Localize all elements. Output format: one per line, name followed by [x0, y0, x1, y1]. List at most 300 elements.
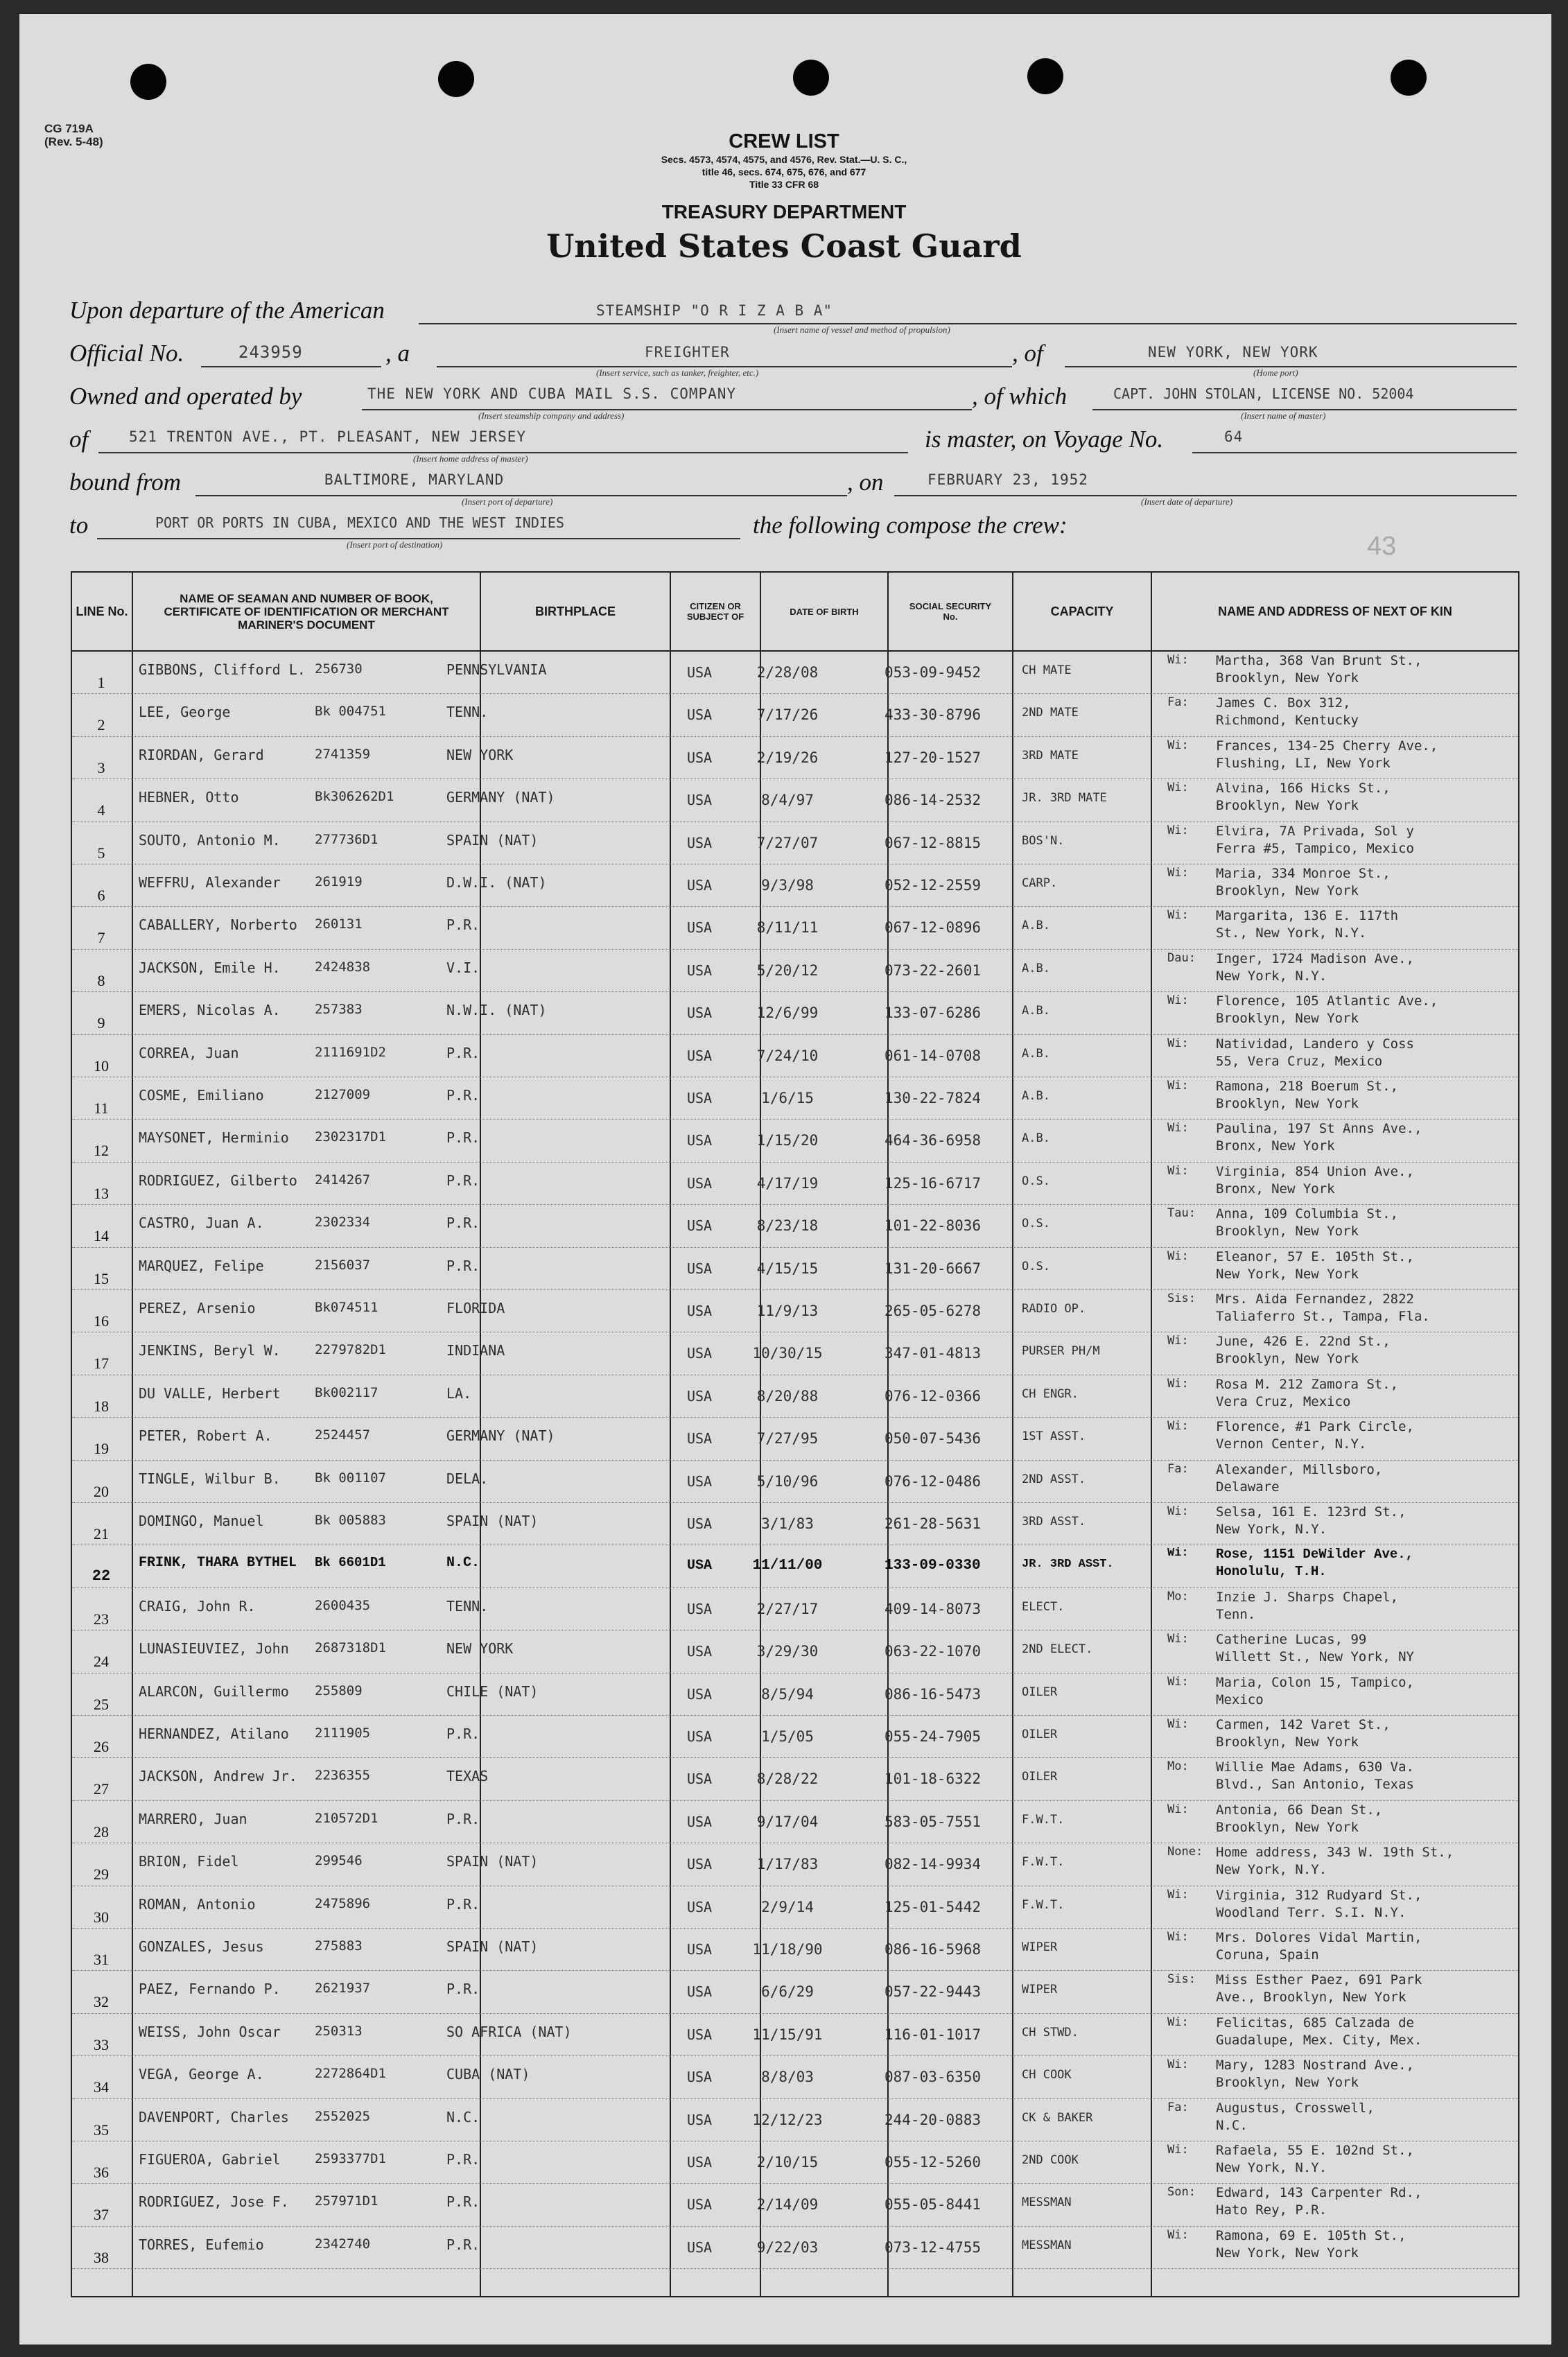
line-number: 10 [94, 1056, 109, 1075]
date-of-birth: 12/6/99 [756, 1004, 819, 1022]
document-number: 2272864D1 [315, 2066, 386, 2082]
seaman-name: TORRES, Eufemio [139, 2236, 264, 2253]
capacity: BOS'N. [1022, 834, 1065, 848]
kin-relation: Wi: [1167, 908, 1189, 923]
line-number: 28 [94, 1823, 109, 1841]
column-header-birthplace: BIRTHPLACE [535, 605, 616, 618]
document-number: 277736D1 [315, 831, 378, 847]
line-number: 12 [94, 1142, 109, 1160]
kin-address-line2: Bronx, New York [1216, 1138, 1335, 1154]
line-number: 15 [94, 1269, 109, 1287]
kin-address-line2: Brooklyn, New York [1216, 883, 1359, 898]
birthplace: P.R. [446, 2151, 480, 2168]
crew-row [72, 1929, 1518, 1971]
kin-address-line1: Rose, 1151 DeWilder Ave., [1216, 1547, 1414, 1563]
social-security-number: 073-22-2601 [885, 962, 982, 979]
seaman-name: ALARCON, Guillermo [139, 1682, 289, 1700]
date-of-birth: 8/28/22 [756, 1771, 819, 1788]
line-number: 29 [94, 1865, 109, 1884]
crew-row [72, 1503, 1518, 1545]
citizenship: USA [686, 1813, 713, 1830]
citizenship: USA [686, 834, 713, 851]
statute-reference-line3: Title 33 CFR 68 [749, 179, 819, 190]
crew-row [72, 1120, 1518, 1162]
capacity: A.B. [1022, 1004, 1050, 1018]
kin-address-line2: Coruna, Spain [1216, 1947, 1319, 1963]
document-number: 2302317D1 [315, 1129, 386, 1145]
crew-row [72, 1886, 1518, 1929]
line-number: 27 [94, 1780, 109, 1798]
kin-address-line2: Vernon Center, N.Y. [1216, 1436, 1367, 1452]
seaman-name: MAYSONET, Herminio [139, 1129, 289, 1147]
birthplace: P.R. [446, 1895, 480, 1913]
document-number: 2552025 [315, 2108, 371, 2124]
seaman-name: MARRERO, Juan [139, 1810, 247, 1827]
citizenship: USA [686, 1771, 713, 1788]
capacity: RADIO OP. [1022, 1303, 1086, 1316]
capacity: O.S. [1022, 1174, 1050, 1188]
capacity: 3RD ASST. [1022, 1515, 1086, 1529]
column-header-name: NAME OF SEAMAN AND NUMBER OF BOOK, CERTIFICATE OF IDENTIFICATION OR MERCHANT MARINER'S DOCUMENT [164, 591, 449, 632]
line-number: 4 [97, 801, 105, 819]
date-of-birth: 8/20/88 [756, 1387, 819, 1404]
line-number: 38 [94, 2248, 109, 2266]
birthplace: CHILE (NAT) [446, 1682, 539, 1700]
document-number: 2475896 [315, 1895, 371, 1911]
citizenship: USA [686, 1856, 713, 1873]
line-number: 11 [94, 1099, 109, 1117]
official-number-field: 243959 [238, 342, 303, 362]
birthplace: P.R. [446, 2193, 480, 2211]
binder-hole [130, 64, 166, 100]
birthplace: N.C. [446, 2108, 480, 2125]
citizenship: USA [686, 1558, 712, 1574]
kin-address-line1: Inger, 1724 Madison Ave., [1216, 950, 1414, 966]
citizenship: USA [686, 706, 713, 724]
departure-port-field: BALTIMORE, MARYLAND [324, 471, 505, 488]
crew-row [72, 1673, 1518, 1716]
citizenship: USA [686, 1600, 713, 1617]
kin-address-line2: Guadalupe, Mex. City, Mex. [1216, 2032, 1422, 2048]
capacity: 2ND ELECT. [1022, 1643, 1093, 1657]
kin-address-line2: Vera Cruz, Mexico [1216, 1393, 1351, 1409]
crew-row [72, 950, 1518, 992]
birthplace: SPAIN (NAT) [446, 831, 539, 849]
kin-relation: Tau: [1167, 1206, 1196, 1221]
line-number: 5 [97, 844, 105, 862]
birthplace: SPAIN (NAT) [446, 1938, 539, 1955]
kin-relation: Wi: [1167, 2227, 1189, 2242]
birthplace: D.W.I. (NAT) [446, 874, 547, 891]
social-security-number: 133-07-6286 [885, 1004, 982, 1022]
social-security-number: 130-22-7824 [885, 1090, 982, 1106]
seaman-name: JACKSON, Andrew Jr. [139, 1768, 297, 1785]
label-of-address: of [69, 426, 89, 453]
document-number: Bk 005883 [315, 1513, 386, 1528]
kin-address-line1: Frances, 134-25 Cherry Ave., [1216, 738, 1438, 754]
date-of-birth: 1/5/05 [761, 1728, 814, 1745]
date-of-birth: 2/19/26 [756, 749, 819, 766]
social-security-number: 086-14-2532 [885, 792, 982, 809]
birthplace: P.R. [446, 1129, 480, 1147]
kin-address-line2: Brooklyn, New York [1216, 1819, 1359, 1835]
document-number: 299546 [315, 1853, 363, 1869]
date-of-birth: 5/10/96 [756, 1472, 819, 1490]
kin-relation: Wi: [1167, 1547, 1189, 1560]
capacity: JR. 3RD MATE [1022, 792, 1107, 806]
document-number: 275883 [315, 1938, 363, 1954]
birthplace: P.R. [446, 1172, 480, 1189]
column-header-dob: DATE OF BIRTH [790, 606, 859, 617]
kin-relation: Wi: [1167, 1802, 1189, 1816]
kin-relation: Fa: [1167, 2100, 1189, 2114]
capacity: CH COOK [1022, 2069, 1072, 2082]
line-number: 31 [94, 1951, 109, 1968]
line-number: 20 [94, 1482, 109, 1500]
capacity: 2ND COOK [1022, 2154, 1079, 2167]
line-number: 6 [97, 887, 105, 904]
social-security-number: 086-16-5473 [885, 1685, 982, 1703]
document-number: Bk 001107 [315, 1470, 386, 1486]
date-of-birth: 5/20/12 [756, 962, 819, 979]
social-security-number: 261-28-5631 [885, 1515, 982, 1532]
date-of-birth: 12/12/23 [752, 2111, 823, 2128]
binder-hole [1391, 60, 1427, 96]
citizenship: USA [686, 1303, 713, 1319]
kin-address-line1: Carmen, 142 Varet St., [1216, 1717, 1391, 1732]
crew-row [72, 1035, 1518, 1077]
capacity: O.S. [1022, 1217, 1050, 1231]
capacity: ELECT. [1022, 1600, 1065, 1614]
birthplace: P.R. [446, 1215, 480, 1232]
kin-relation: Wi: [1167, 1376, 1189, 1391]
seaman-name: WEISS, John Oscar [139, 2023, 281, 2040]
crew-row [72, 864, 1518, 907]
document-number: Bk 004751 [315, 704, 386, 720]
birthplace: TEXAS [446, 1768, 489, 1785]
social-security-number: 063-22-1070 [885, 1643, 982, 1660]
capacity: F.W.T. [1022, 1856, 1065, 1870]
social-security-number: 131-20-6667 [885, 1260, 982, 1277]
seaman-name: DOMINGO, Manuel [139, 1513, 264, 1529]
birthplace: NEW YORK [446, 1640, 514, 1658]
kin-address-line2: Brooklyn, New York [1216, 1224, 1359, 1240]
citizenship: USA [686, 2238, 713, 2256]
hint-vessel: (Insert name of vessel and method of propulsion) [774, 324, 950, 335]
label-of-which: , of which [972, 383, 1068, 410]
kin-relation: Wi: [1167, 1674, 1189, 1689]
kin-address-line1: Selsa, 161 E. 123rd St., [1216, 1504, 1406, 1520]
crew-row [72, 1077, 1518, 1120]
birthplace: SPAIN (NAT) [446, 1513, 539, 1529]
crew-row [72, 1418, 1518, 1460]
seaman-name: CORREA, Juan [139, 1044, 239, 1061]
kin-relation: Wi: [1167, 2015, 1189, 2029]
capacity: JR. 3RD ASST. [1022, 1558, 1114, 1572]
citizenship: USA [686, 1047, 713, 1064]
label-to: to [69, 512, 89, 539]
seaman-name: PAEZ, Fernando P. [139, 1981, 281, 1998]
capacity: CH MATE [1022, 664, 1072, 677]
kin-address-line1: Ramona, 218 Boerum St., [1216, 1079, 1399, 1094]
document-number: 2621937 [315, 1981, 371, 1997]
seaman-name: FIGUEROA, Gabriel [139, 2151, 281, 2168]
seaman-name: EMERS, Nicolas A. [139, 1002, 281, 1019]
binder-hole [1027, 58, 1063, 94]
crew-row [72, 2056, 1518, 2098]
departure-date-field: FEBRUARY 23, 1952 [927, 471, 1088, 488]
date-of-birth: 6/6/29 [761, 1983, 814, 2001]
line-number: 37 [94, 2206, 109, 2224]
birthplace: P.R. [446, 1725, 480, 1742]
kin-address-line2: New York, N.Y. [1216, 1522, 1327, 1537]
line-number: 17 [94, 1355, 109, 1373]
capacity: MESSMAN [1022, 2238, 1072, 2252]
seaman-name: DAVENPORT, Charles [139, 2108, 289, 2125]
citizenship: USA [686, 1941, 713, 1958]
citizenship: USA [686, 2026, 713, 2043]
social-security-number: 076-12-0366 [885, 1387, 982, 1404]
capacity: A.B. [1022, 1132, 1050, 1146]
statute-reference-line1: Secs. 4573, 4574, 4575, and 4576, Rev. Stat.—U. S. C., [661, 154, 907, 165]
capacity: CK & BAKER [1022, 2111, 1093, 2125]
citizenship: USA [686, 792, 713, 809]
capacity: 2ND ASST. [1022, 1472, 1086, 1486]
birthplace: TENN. [446, 1597, 489, 1615]
kin-relation: Wi: [1167, 866, 1189, 880]
kin-address-line1: Elvira, 7A Privada, Sol y [1216, 823, 1414, 839]
kin-relation: Fa: [1167, 1461, 1189, 1476]
kin-address-line1: Edward, 143 Carpenter Rd., [1216, 2185, 1422, 2201]
home-port-field: NEW YORK, NEW YORK [1148, 344, 1318, 360]
line-number: 34 [94, 2078, 109, 2096]
kin-address-line1: Virginia, 312 Rudyard St., [1216, 1887, 1422, 1903]
document-number: 250313 [315, 2023, 363, 2039]
label-compose: the following compose the crew: [753, 512, 1068, 539]
social-security-number: 464-36-6958 [885, 1132, 982, 1149]
kin-address-line1: June, 426 E. 22nd St., [1216, 1334, 1391, 1350]
citizenship: USA [686, 1260, 713, 1277]
column-header-ssn: SOCIAL SECURITY No. [909, 601, 992, 622]
birthplace: N.C. [446, 1555, 480, 1572]
document-number: 257383 [315, 1002, 363, 1018]
birthplace: PENNSYLVANIA [446, 661, 547, 678]
document-number: 2302334 [315, 1215, 371, 1230]
document-number: 2593377D1 [315, 2151, 386, 2166]
crew-row [72, 1163, 1518, 1205]
capacity: CH STWD. [1022, 2026, 1079, 2039]
birthplace: N.W.I. (NAT) [446, 1002, 547, 1019]
crew-row [72, 1716, 1518, 1758]
kin-address-line1: Willie Mae Adams, 630 Va. [1216, 1759, 1414, 1775]
kin-relation: Wi: [1167, 1036, 1189, 1050]
social-security-number: 101-22-8036 [885, 1217, 982, 1235]
field-line [419, 323, 1517, 324]
document-number: 260131 [315, 916, 363, 932]
kin-address-line2: Woodland Terr. S.I. N.Y. [1216, 1904, 1406, 1920]
field-line [362, 409, 972, 410]
line-number: 8 [97, 971, 105, 989]
social-security-number: 087-03-6350 [885, 2069, 982, 2086]
crew-row [72, 1545, 1518, 1588]
kin-relation: Wi: [1167, 1717, 1189, 1731]
citizenship: USA [686, 2111, 713, 2128]
document-number: 2741359 [315, 746, 371, 762]
hint-date-departure: (Insert date of departure) [1141, 496, 1233, 507]
kin-address-line1: Paulina, 197 St Anns Ave., [1216, 1121, 1422, 1137]
social-security-number: 050-07-5436 [885, 1430, 982, 1447]
birthplace: P.R. [446, 1087, 480, 1104]
kin-relation: Wi: [1167, 823, 1189, 837]
seaman-name: VEGA, George A. [139, 2066, 264, 2083]
document-number: 255809 [315, 1682, 363, 1698]
crew-row [72, 1248, 1518, 1290]
line-number: 16 [94, 1312, 109, 1330]
date-of-birth: 10/30/15 [752, 1345, 823, 1362]
document-number: 256730 [315, 661, 363, 677]
kin-address-line1: Eleanor, 57 E. 105th St., [1216, 1249, 1414, 1264]
document-number: 2279782D1 [315, 1342, 386, 1358]
seaman-name: MARQUEZ, Felipe [139, 1257, 264, 1274]
capacity: 3RD MATE [1022, 749, 1079, 763]
birthplace: P.R. [446, 1257, 480, 1274]
document-number: 2424838 [315, 959, 371, 975]
kin-address-line2: Brooklyn, New York [1216, 1351, 1359, 1367]
kin-relation: Sis: [1167, 1972, 1196, 1987]
capacity: F.W.T. [1022, 1813, 1065, 1827]
document-number: Bk 6601D1 [315, 1555, 386, 1571]
birthplace: P.R. [446, 1810, 480, 1827]
social-security-number: 067-12-8815 [885, 834, 982, 851]
kin-relation: Wi: [1167, 1249, 1189, 1263]
kin-address-line1: Felicitas, 685 Calzada de [1216, 2015, 1414, 2030]
crew-row [72, 694, 1518, 736]
citizenship: USA [686, 1472, 713, 1490]
kin-address-line1: Rafaela, 55 E. 102nd St., [1216, 2143, 1414, 2158]
kin-relation: Wi: [1167, 1334, 1189, 1348]
seaman-name: ROMAN, Antonio [139, 1895, 256, 1913]
document-number: 2236355 [315, 1768, 371, 1784]
seaman-name: PETER, Robert A. [139, 1427, 272, 1445]
line-number: 2 [97, 716, 105, 734]
date-of-birth: 11/18/90 [752, 1941, 823, 1958]
crew-row [72, 2141, 1518, 2184]
kin-address-line1: Anna, 109 Columbia St., [1216, 1206, 1399, 1222]
date-of-birth: 8/11/11 [756, 919, 819, 937]
document-number: 2600435 [315, 1597, 371, 1613]
kin-relation: Wi: [1167, 1419, 1189, 1434]
label-on: , on [847, 469, 884, 496]
social-security-number: 061-14-0708 [885, 1047, 982, 1064]
social-security-number: 052-12-2559 [885, 877, 982, 894]
column-header-next-of-kin: NAME AND ADDRESS OF NEXT OF KIN [1218, 605, 1452, 618]
kin-address-line1: Florence, #1 Park Circle, [1216, 1419, 1414, 1435]
capacity: PURSER PH/M [1022, 1345, 1100, 1359]
line-number: 22 [92, 1567, 111, 1585]
birthplace: P.R. [446, 916, 480, 934]
line-number: 23 [94, 1610, 109, 1628]
kin-address-line1: Rosa M. 212 Zamora St., [1216, 1376, 1399, 1392]
seaman-name: LEE, George [139, 704, 231, 721]
kin-address-line2: Brooklyn, New York [1216, 670, 1359, 686]
kin-relation: Fa: [1167, 695, 1189, 710]
kin-address-line2: New York, N.Y. [1216, 968, 1327, 984]
line-number: 30 [94, 1908, 109, 1926]
citizenship: USA [686, 1004, 713, 1022]
crew-row [72, 992, 1518, 1034]
kin-address-line2: Willett St., New York, NY [1216, 1649, 1414, 1665]
kin-address-line1: Mrs. Dolores Vidal Martin, [1216, 1930, 1422, 1945]
kin-relation: Wi: [1167, 738, 1189, 752]
date-of-birth: 1/15/20 [756, 1132, 819, 1149]
seaman-name: HERNANDEZ, Atilano [139, 1725, 289, 1742]
capacity: CH ENGR. [1022, 1387, 1079, 1401]
seaman-name: JACKSON, Emile H. [139, 959, 281, 976]
kin-relation: Wi: [1167, 1079, 1189, 1093]
date-of-birth: 7/24/10 [756, 1047, 819, 1064]
crew-row [72, 1332, 1518, 1375]
seaman-name: HEBNER, Otto [139, 789, 239, 806]
hint-master-address: (Insert home address of master) [413, 453, 528, 464]
line-number: 3 [97, 758, 105, 776]
date-of-birth: 8/5/94 [761, 1685, 814, 1703]
label-bound-from: bound from [69, 469, 182, 496]
kin-address-line2: Flushing, LI, New York [1216, 755, 1391, 771]
kin-address-line2: St., New York, N.Y. [1216, 925, 1367, 941]
kin-address-line2: Mexico [1216, 1691, 1264, 1707]
social-security-number: 125-01-5442 [885, 1898, 982, 1915]
kin-address-line1: Alexander, Millsboro, [1216, 1461, 1383, 1477]
seaman-name: CASTRO, Juan A. [139, 1215, 264, 1232]
date-of-birth: 1/6/15 [761, 1090, 814, 1106]
capacity: WIPER [1022, 1941, 1058, 1954]
date-of-birth: 11/11/00 [752, 1558, 823, 1574]
kin-address-line1: Inzie J. Sharps Chapel, [1216, 1589, 1399, 1605]
citizenship: USA [686, 1983, 713, 2001]
date-of-birth: 4/17/19 [756, 1174, 819, 1192]
birthplace: GERMANY (NAT) [446, 1427, 555, 1445]
citizenship: USA [686, 877, 713, 894]
kin-address-line2: Brooklyn, New York [1216, 2075, 1359, 2091]
master-name-field: CAPT. JOHN STOLAN, LICENSE NO. 52004 [1113, 385, 1414, 402]
date-of-birth: 4/15/15 [756, 1260, 819, 1277]
date-of-birth: 7/27/95 [756, 1430, 819, 1447]
capacity: OILER [1022, 1728, 1058, 1741]
birthplace: P.R. [446, 1044, 480, 1061]
social-security-number: 057-22-9443 [885, 1983, 982, 2001]
kin-relation: Dau: [1167, 950, 1196, 965]
date-of-birth: 8/23/18 [756, 1217, 819, 1235]
capacity: OILER [1022, 1771, 1058, 1784]
kin-address-line1: Maria, 334 Monroe St., [1216, 866, 1391, 881]
kin-address-line1: Natividad, Landero y Coss [1216, 1036, 1414, 1052]
document-number: Bk074511 [315, 1300, 378, 1315]
social-security-number: 583-05-7551 [885, 1813, 982, 1830]
destination-field: PORT OR PORTS IN CUBA, MEXICO AND THE WEST INDIES [155, 514, 565, 531]
social-security-number: 055-05-8441 [885, 2196, 982, 2214]
statute-reference-line2: title 46, secs. 674, 675, 676, and 677 [702, 166, 866, 177]
document-number: 2111691D2 [315, 1044, 386, 1060]
kin-address-line1: Catherine Lucas, 99 [1216, 1632, 1367, 1648]
citizenship: USA [686, 1387, 713, 1404]
capacity: A.B. [1022, 962, 1050, 975]
social-security-number: 409-14-8073 [885, 1600, 982, 1617]
seaman-name: PEREZ, Arsenio [139, 1300, 256, 1316]
birthplace: DELA. [446, 1470, 489, 1487]
crew-row [72, 1290, 1518, 1332]
department-heading: TREASURY DEPARTMENT [661, 201, 907, 223]
kin-address-line1: James C. Box 312, [1216, 695, 1351, 711]
